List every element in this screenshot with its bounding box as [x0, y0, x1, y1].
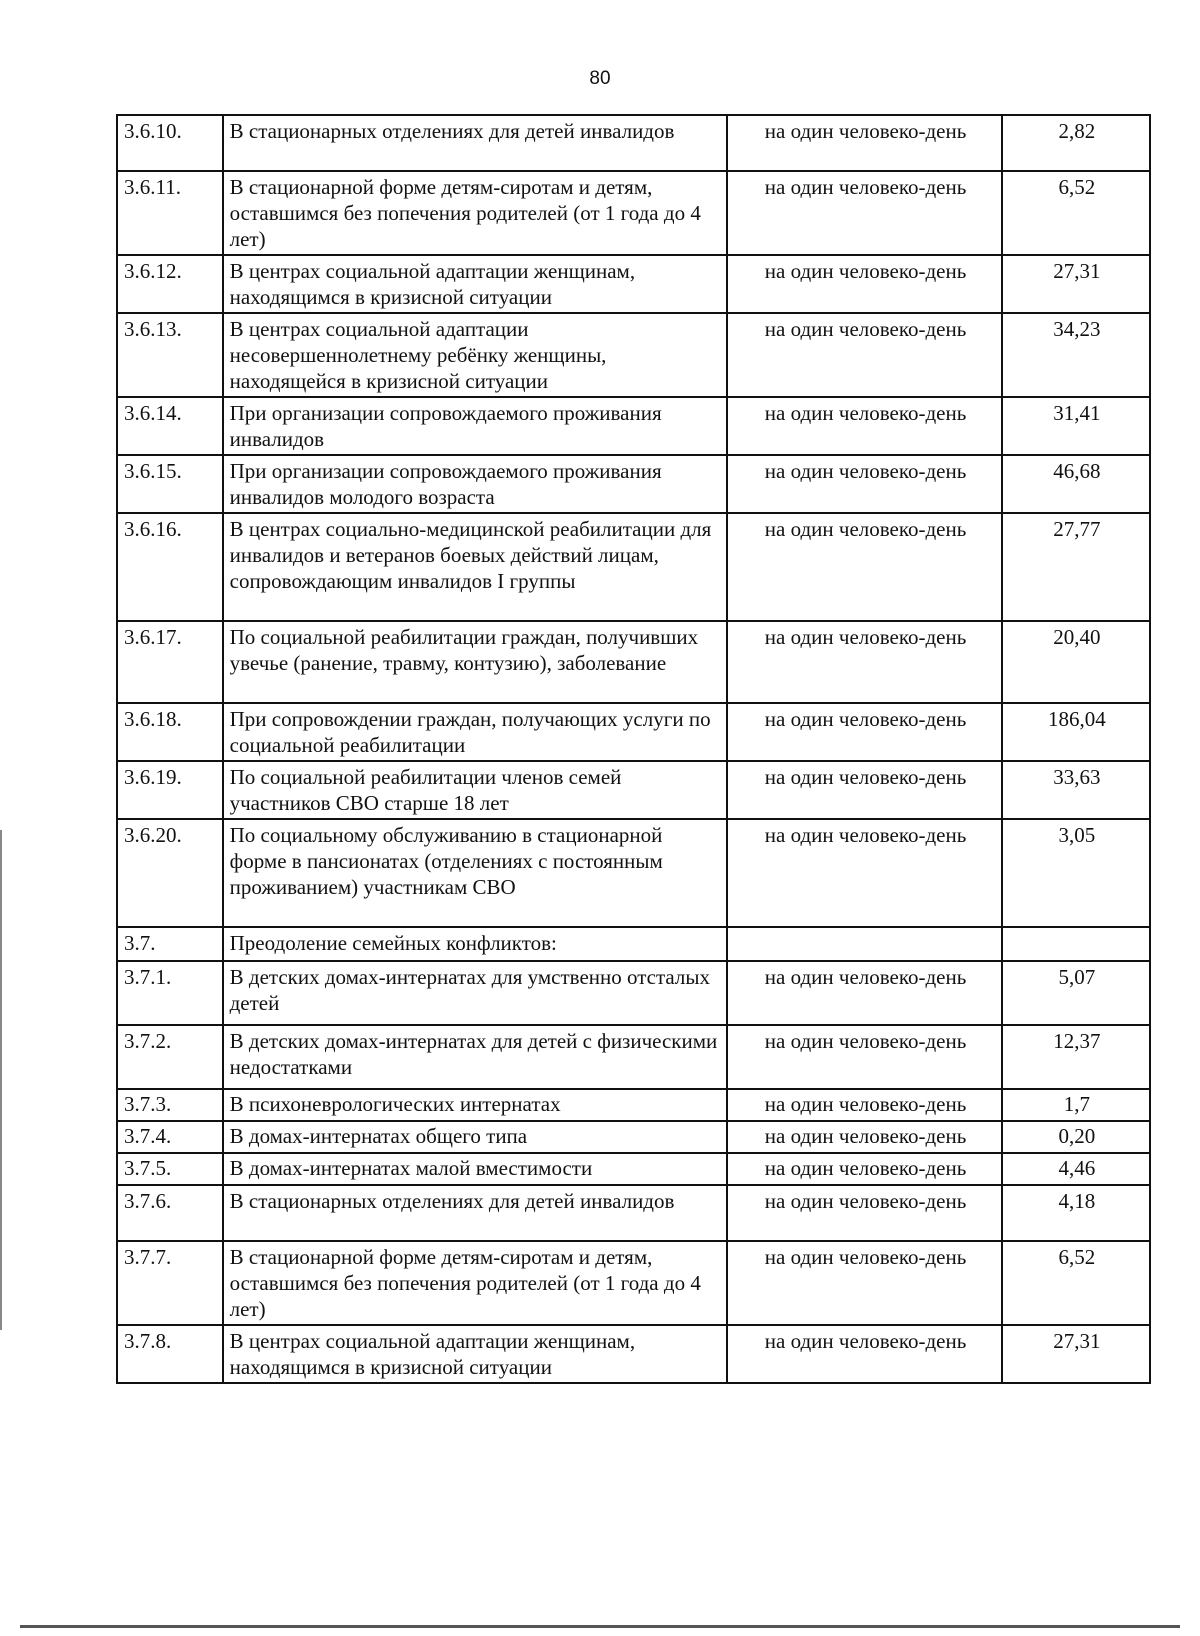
- row-description: В стационарной форме детям-сиротам и детям, оставшимся без попечения родителей (от 1 года до 4 лет): [223, 171, 728, 255]
- row-value: 6,52: [1002, 171, 1150, 255]
- row-unit: на один человеко-день: [727, 1153, 1001, 1185]
- row-number: 3.7.2.: [117, 1025, 223, 1089]
- row-value: 3,05: [1002, 819, 1150, 927]
- row-description: В центрах социально-медицинской реабилитации для инвалидов и ветеранов боевых действий лицам, сопровождающим инвалидов I группы: [223, 513, 728, 621]
- row-description: В психоневрологических интернатах: [223, 1089, 728, 1121]
- row-value: 27,77: [1002, 513, 1150, 621]
- row-number: 3.6.13.: [117, 313, 223, 397]
- row-unit: на один человеко-день: [727, 761, 1001, 819]
- table-row: [117, 1241, 1150, 1325]
- row-value: 20,40: [1002, 621, 1150, 703]
- row-unit: на один человеко-день: [727, 621, 1001, 703]
- row-description: В центрах социальной адаптации несовершеннолетнему ребёнку женщины, находящейся в кризисной ситуации: [223, 313, 728, 397]
- row-value: 0,20: [1002, 1121, 1150, 1153]
- row-value: 27,31: [1002, 255, 1150, 313]
- row-unit: на один человеко-день: [727, 171, 1001, 255]
- row-number: 3.7.8.: [117, 1325, 223, 1383]
- row-unit: на один человеко-день: [727, 961, 1001, 1025]
- table-body: [117, 115, 1150, 1383]
- row-value: 31,41: [1002, 397, 1150, 455]
- row-value: 27,31: [1002, 1325, 1150, 1383]
- row-value: 186,04: [1002, 703, 1150, 761]
- row-description: В домах-интернатах общего типа: [223, 1121, 728, 1153]
- table-row: [117, 819, 1150, 927]
- row-unit: на один человеко-день: [727, 397, 1001, 455]
- row-number: 3.7.6.: [117, 1185, 223, 1241]
- table-row: [117, 761, 1150, 819]
- row-value: 6,52: [1002, 1241, 1150, 1325]
- row-value: 12,37: [1002, 1025, 1150, 1089]
- row-unit: на один человеко-день: [727, 819, 1001, 927]
- row-number: 3.7.7.: [117, 1241, 223, 1325]
- row-description: В стационарной форме детям-сиротам и детям, оставшимся без попечения родителей (от 1 года до 4 лет): [223, 1241, 728, 1325]
- row-unit: на один человеко-день: [727, 513, 1001, 621]
- row-number: 3.7.: [117, 927, 223, 961]
- row-number: 3.7.5.: [117, 1153, 223, 1185]
- row-unit: на один человеко-день: [727, 1089, 1001, 1121]
- row-description: При организации сопровождаемого проживания инвалидов молодого возраста: [223, 455, 728, 513]
- row-value: 4,18: [1002, 1185, 1150, 1241]
- table-row: [117, 1025, 1150, 1089]
- table-row: [117, 703, 1150, 761]
- row-number: 3.6.10.: [117, 115, 223, 171]
- row-number: 3.6.17.: [117, 621, 223, 703]
- scan-edge-left: [0, 830, 2, 1330]
- table-row: [117, 1185, 1150, 1241]
- tariff-table: [116, 114, 1151, 1384]
- row-unit: на один человеко-день: [727, 115, 1001, 171]
- row-description: В детских домах-интернатах для умственно отсталых детей: [223, 961, 728, 1025]
- table-row: [117, 255, 1150, 313]
- table-row: [117, 313, 1150, 397]
- row-unit: на один человеко-день: [727, 1325, 1001, 1383]
- row-description: В центрах социальной адаптации женщинам, находящимся в кризисной ситуации: [223, 1325, 728, 1383]
- row-description: В центрах социальной адаптации женщинам, находящимся в кризисной ситуации: [223, 255, 728, 313]
- row-value: 46,68: [1002, 455, 1150, 513]
- row-unit: на один человеко-день: [727, 1241, 1001, 1325]
- row-value: 1,7: [1002, 1089, 1150, 1121]
- row-number: 3.6.16.: [117, 513, 223, 621]
- row-unit: на один человеко-день: [727, 703, 1001, 761]
- row-description: В детских домах-интернатах для детей с физическими недостатками: [223, 1025, 728, 1089]
- row-description: При сопровождении граждан, получающих услуги по социальной реабилитации: [223, 703, 728, 761]
- row-unit: [727, 927, 1001, 961]
- table-row: [117, 621, 1150, 703]
- table-row: [117, 1153, 1150, 1185]
- row-unit: на один человеко-день: [727, 255, 1001, 313]
- table-row: [117, 397, 1150, 455]
- table-row: [117, 1121, 1150, 1153]
- row-number: 3.6.12.: [117, 255, 223, 313]
- row-number: 3.6.19.: [117, 761, 223, 819]
- row-value: 4,46: [1002, 1153, 1150, 1185]
- row-number: 3.6.20.: [117, 819, 223, 927]
- table-row: [117, 115, 1150, 171]
- row-number: 3.7.1.: [117, 961, 223, 1025]
- row-number: 3.6.11.: [117, 171, 223, 255]
- row-unit: на один человеко-день: [727, 455, 1001, 513]
- row-description: В домах-интернатах малой вместимости: [223, 1153, 728, 1185]
- table-row: [117, 927, 1150, 961]
- row-description: При организации сопровождаемого проживания инвалидов: [223, 397, 728, 455]
- row-value: [1002, 927, 1150, 961]
- row-description: В стационарных отделениях для детей инвалидов: [223, 115, 728, 171]
- row-number: 3.6.15.: [117, 455, 223, 513]
- row-description: В стационарных отделениях для детей инвалидов: [223, 1185, 728, 1241]
- scan-edge-bottom: [20, 1625, 1180, 1628]
- row-unit: на один человеко-день: [727, 1025, 1001, 1089]
- table-row: [117, 171, 1150, 255]
- row-unit: на один человеко-день: [727, 313, 1001, 397]
- row-number: 3.6.18.: [117, 703, 223, 761]
- row-value: 2,82: [1002, 115, 1150, 171]
- row-unit: на один человеко-день: [727, 1185, 1001, 1241]
- row-description: По социальной реабилитации членов семей участников СВО старше 18 лет: [223, 761, 728, 819]
- row-description: По социальной реабилитации граждан, получивших увечье (ранение, травму, контузию), заболевание: [223, 621, 728, 703]
- table-row: [117, 1089, 1150, 1121]
- row-number: 3.7.3.: [117, 1089, 223, 1121]
- row-unit: на один человеко-день: [727, 1121, 1001, 1153]
- table-row: [117, 455, 1150, 513]
- row-value: 33,63: [1002, 761, 1150, 819]
- row-value: 34,23: [1002, 313, 1150, 397]
- row-number: 3.7.4.: [117, 1121, 223, 1153]
- row-description: По социальному обслуживанию в стационарной форме в пансионатах (отделениях с постоянным проживанием) участникам СВО: [223, 819, 728, 927]
- table-row: [117, 961, 1150, 1025]
- row-value: 5,07: [1002, 961, 1150, 1025]
- row-description: Преодоление семейных конфликтов:: [223, 927, 728, 961]
- page-number: 80: [589, 68, 611, 89]
- row-number: 3.6.14.: [117, 397, 223, 455]
- table-row: [117, 513, 1150, 621]
- table-row: [117, 1325, 1150, 1383]
